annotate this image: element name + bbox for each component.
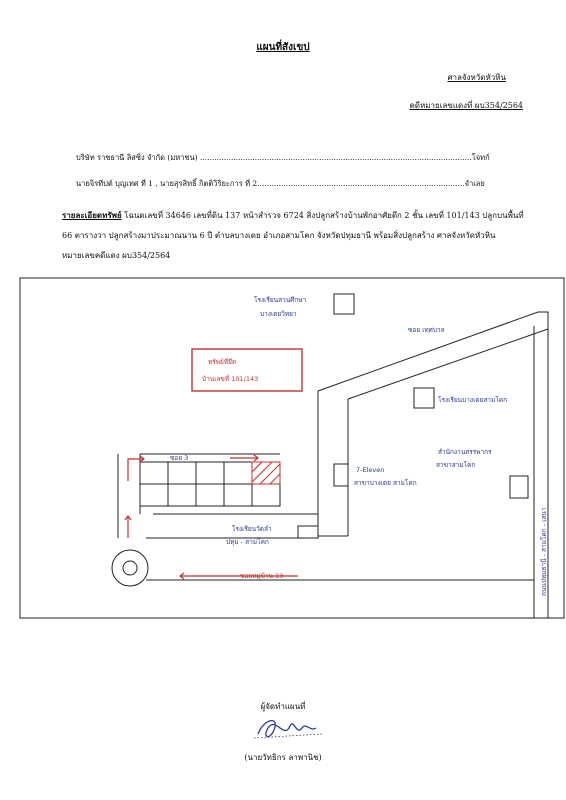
shop-label-1: โรงเรียนวัดลำ (232, 525, 272, 533)
soi3-label: ซอย 3 (170, 454, 189, 462)
soi-bottom-label: ซอยหมู่บ้าน 13 (240, 572, 284, 580)
target-box (192, 349, 302, 391)
roundabout-center (123, 561, 137, 575)
signature-mark (250, 710, 330, 746)
shop-label-2: ปทุม - สามโคก (226, 538, 269, 546)
main-road-label: ถนนปทุมธานี - สามโคก - เสนา (540, 507, 548, 596)
target-line2: บ้านเลขที่ 101/143 (202, 375, 259, 383)
temple-label: โรงเรียนบางเตยสามโคก (438, 396, 507, 404)
office-label-1: สำนักงานสรรพากร (438, 448, 492, 456)
school-building (334, 294, 354, 314)
sketch-map (18, 276, 566, 621)
court-name: ศาลจังหวัดหัวหิน (447, 73, 506, 82)
office-building (510, 476, 528, 498)
target-line1: ทรัพย์ที่ยึด (208, 358, 237, 366)
office-label-2: สาขาสามโคก (436, 461, 476, 469)
details-label: รายละเอียดทรัพย์ (62, 210, 122, 220)
seven-building (334, 464, 348, 486)
defendant-line: นายจิรทีปต์ บุญเทศ ที่ 1 , นายสุรสิทธิ์ กิตติวิริยะการ ที่ 2.......................................................................................จำเลย (76, 179, 485, 188)
road-left (118, 454, 140, 538)
road-bottom (146, 514, 534, 580)
plaintiff-line: บริษัท ราชธานี ลิสซิ่ง จำกัด (มหาชน) ..................................................................................................................โจทก์ (76, 153, 490, 162)
soi-top-label: ซอย เทศบาล (408, 326, 445, 334)
school-label: โรงเรียนสวนศึกษา (254, 296, 307, 304)
school-sub-label: บางเตยวิทยา (260, 310, 297, 318)
details-text: โฉนดเลขที่ 34646 เลขที่ดิน 137 หน้าสำรวจ 6724 สิ่งปลูกสร้างบ้านพักอาศัยตึก 2 ชั้น เลขที่ 101/143 ปลูกบนพื้นที่ 66 ตารางวา ปลูกสร้างมาประมาณนาน 6 ปี ตำบลบางเดย อำเภอสามโคก จังหวัดปทุมธานี พร้อมสิ่งปลูกสร้าง ศาลจังหวัดหัวหิน หมายเลขคดีแดง ผบ354/2564 (62, 211, 524, 260)
page-title: แผนที่สังเขป (256, 42, 310, 53)
seven-label: 7-Eleven (356, 466, 385, 474)
shop-building (298, 526, 318, 538)
case-number: คดีหมายเลขแดงที่ ผบ354/2564 (409, 101, 523, 110)
seven-sub-label: สาขาบางเตย สามโคก (354, 479, 417, 487)
signature-label: ผู้จัดทำแผนที่ (260, 702, 306, 711)
roundabout (112, 550, 148, 586)
property-details (62, 205, 530, 266)
target-plot (252, 462, 280, 484)
temple-building (414, 388, 434, 408)
route-arrows (125, 455, 298, 579)
signer-name: (นายวัทธิกร ลาพานิช) (244, 753, 322, 762)
